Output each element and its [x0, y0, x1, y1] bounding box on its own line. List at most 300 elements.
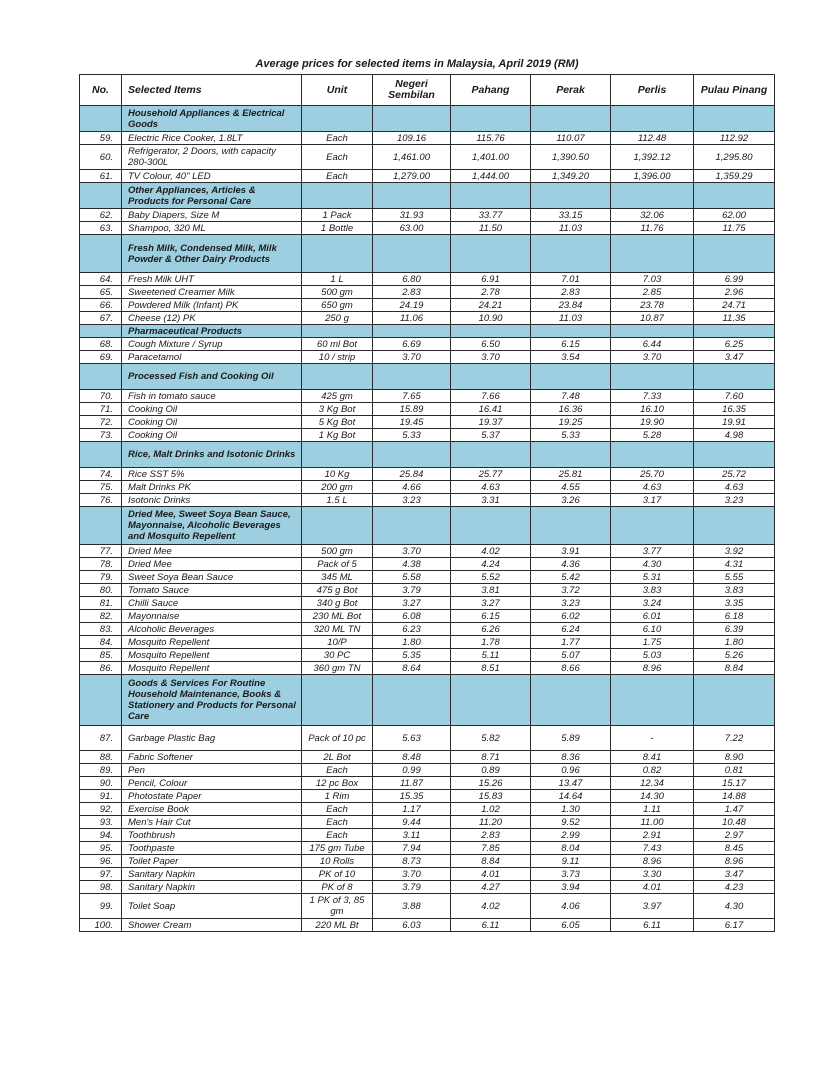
- category-row: [80, 325, 775, 338]
- table-row: [80, 403, 775, 416]
- row-no: 91.: [80, 790, 122, 803]
- category-price-cell: [451, 325, 531, 338]
- row-no: 79.: [80, 571, 122, 584]
- category-label: Pharmaceutical Products: [122, 325, 302, 338]
- row-no: 100.: [80, 919, 122, 932]
- row-no: 63.: [80, 222, 122, 235]
- price-perlis: 12.34: [611, 777, 694, 790]
- category-price-cell: [611, 364, 694, 390]
- price-negeri-sembilan: 7.65: [373, 390, 451, 403]
- row-item: Sanitary Napkin: [122, 868, 302, 881]
- price-perak: 2.99: [531, 829, 611, 842]
- price-pahang: 1.78: [451, 636, 531, 649]
- row-unit: 475 g Bot: [302, 584, 373, 597]
- price-perak: 9.11: [531, 855, 611, 868]
- row-no: 84.: [80, 636, 122, 649]
- row-unit: 1 L: [302, 273, 373, 286]
- price-pahang: 15.83: [451, 790, 531, 803]
- price-perak: 33.15: [531, 209, 611, 222]
- row-no: 81.: [80, 597, 122, 610]
- category-price-cell: [451, 235, 531, 273]
- category-row: [80, 507, 775, 545]
- category-price-cell: [611, 235, 694, 273]
- price-negeri-sembilan: 5.58: [373, 571, 451, 584]
- price-perlis: 8.41: [611, 751, 694, 764]
- row-unit: Each: [302, 145, 373, 170]
- price-perak: 6.15: [531, 338, 611, 351]
- header-perlis: Perlis: [611, 75, 694, 106]
- row-unit: 220 ML Bt: [302, 919, 373, 932]
- price-perak: 3.91: [531, 545, 611, 558]
- price-negeri-sembilan: 1.17: [373, 803, 451, 816]
- price-pahang: 2.83: [451, 829, 531, 842]
- category-no-cell: [80, 442, 122, 468]
- category-price-cell: [694, 235, 775, 273]
- category-price-cell: [694, 364, 775, 390]
- price-negeri-sembilan: 6.80: [373, 273, 451, 286]
- price-negeri-sembilan: 19.45: [373, 416, 451, 429]
- category-no-cell: [80, 183, 122, 209]
- row-no: 70.: [80, 390, 122, 403]
- row-no: 68.: [80, 338, 122, 351]
- row-item: Sanitary Napkin: [122, 881, 302, 894]
- price-perak: 1,349.20: [531, 170, 611, 183]
- row-unit: 5 Kg Bot: [302, 416, 373, 429]
- table-row: [80, 429, 775, 442]
- row-unit: PK of 10: [302, 868, 373, 881]
- price-negeri-sembilan: 4.66: [373, 481, 451, 494]
- category-price-cell: [451, 675, 531, 726]
- row-item: Toothpaste: [122, 842, 302, 855]
- price-perlis: 14.30: [611, 790, 694, 803]
- table-row: [80, 881, 775, 894]
- price-negeri-sembilan: 15.89: [373, 403, 451, 416]
- row-no: 67.: [80, 312, 122, 325]
- category-price-cell: [451, 507, 531, 545]
- price-perak: 3.73: [531, 868, 611, 881]
- price-negeri-sembilan: 3.70: [373, 545, 451, 558]
- price-perak: 5.07: [531, 649, 611, 662]
- table-row: [80, 338, 775, 351]
- price-perlis: 32.06: [611, 209, 694, 222]
- row-item: Shower Cream: [122, 919, 302, 932]
- category-price-cell: [373, 106, 451, 132]
- price-perak: 1.30: [531, 803, 611, 816]
- category-no-cell: [80, 364, 122, 390]
- price-pahang: 16.41: [451, 403, 531, 416]
- price-negeri-sembilan: 5.35: [373, 649, 451, 662]
- price-negeri-sembilan: 4.38: [373, 558, 451, 571]
- category-unit-cell: [302, 442, 373, 468]
- row-no: 97.: [80, 868, 122, 881]
- price-pulau-pinang: 16.35: [694, 403, 775, 416]
- category-row: [80, 235, 775, 273]
- price-perak: 3.72: [531, 584, 611, 597]
- price-pulau-pinang: 24.71: [694, 299, 775, 312]
- row-unit: 230 ML Bot: [302, 610, 373, 623]
- category-price-cell: [694, 183, 775, 209]
- price-pahang: 3.70: [451, 351, 531, 364]
- price-negeri-sembilan: 1.80: [373, 636, 451, 649]
- price-perak: 3.26: [531, 494, 611, 507]
- row-item: Pen: [122, 764, 302, 777]
- category-price-cell: [373, 507, 451, 545]
- category-unit-cell: [302, 106, 373, 132]
- row-item: Toilet Soap: [122, 894, 302, 919]
- price-negeri-sembilan: 11.06: [373, 312, 451, 325]
- row-no: 61.: [80, 170, 122, 183]
- price-perak: 8.66: [531, 662, 611, 675]
- row-unit: Each: [302, 816, 373, 829]
- price-negeri-sembilan: 6.08: [373, 610, 451, 623]
- row-unit: 320 ML TN: [302, 623, 373, 636]
- price-pulau-pinang: 2.96: [694, 286, 775, 299]
- row-no: 85.: [80, 649, 122, 662]
- price-negeri-sembilan: 15.35: [373, 790, 451, 803]
- row-no: 74.: [80, 468, 122, 481]
- price-pulau-pinang: 8.45: [694, 842, 775, 855]
- table-row: [80, 649, 775, 662]
- price-negeri-sembilan: 2.83: [373, 286, 451, 299]
- price-negeri-sembilan: 1,279.00: [373, 170, 451, 183]
- row-item: Toothbrush: [122, 829, 302, 842]
- row-item: Sweet Soya Bean Sauce: [122, 571, 302, 584]
- price-negeri-sembilan: 6.23: [373, 623, 451, 636]
- price-pahang: 33.77: [451, 209, 531, 222]
- price-perlis: 6.01: [611, 610, 694, 623]
- row-no: 65.: [80, 286, 122, 299]
- table-row: [80, 416, 775, 429]
- price-table: [79, 74, 775, 932]
- price-pulau-pinang: 8.96: [694, 855, 775, 868]
- table-row: [80, 610, 775, 623]
- price-pahang: 4.27: [451, 881, 531, 894]
- table-row: [80, 597, 775, 610]
- category-price-cell: [531, 325, 611, 338]
- category-price-cell: [694, 675, 775, 726]
- category-unit-cell: [302, 364, 373, 390]
- price-negeri-sembilan: 31.93: [373, 209, 451, 222]
- row-unit: 500 gm: [302, 545, 373, 558]
- price-perak: 1.77: [531, 636, 611, 649]
- price-perak: 3.54: [531, 351, 611, 364]
- price-perlis: 3.70: [611, 351, 694, 364]
- row-unit: 10 Rolls: [302, 855, 373, 868]
- category-price-cell: [611, 106, 694, 132]
- row-unit: PK of 8: [302, 881, 373, 894]
- row-item: Cooking Oil: [122, 403, 302, 416]
- price-negeri-sembilan: 109.16: [373, 132, 451, 145]
- row-no: 77.: [80, 545, 122, 558]
- table-row: [80, 751, 775, 764]
- price-perlis: 112.48: [611, 132, 694, 145]
- price-perak: 25.81: [531, 468, 611, 481]
- price-perlis: 5.31: [611, 571, 694, 584]
- price-perak: 4.06: [531, 894, 611, 919]
- row-no: 95.: [80, 842, 122, 855]
- row-unit: 1 Kg Bot: [302, 429, 373, 442]
- price-perlis: 1.75: [611, 636, 694, 649]
- price-perlis: 3.77: [611, 545, 694, 558]
- row-unit: Each: [302, 829, 373, 842]
- price-perlis: 11.00: [611, 816, 694, 829]
- price-pulau-pinang: 1,359.29: [694, 170, 775, 183]
- price-pulau-pinang: 4.23: [694, 881, 775, 894]
- price-perlis: 19.90: [611, 416, 694, 429]
- price-negeri-sembilan: 24.19: [373, 299, 451, 312]
- price-negeri-sembilan: 3.88: [373, 894, 451, 919]
- category-no-cell: [80, 507, 122, 545]
- row-item: Powdered Milk (Infant) PK: [122, 299, 302, 312]
- price-perlis: 2.91: [611, 829, 694, 842]
- price-negeri-sembilan: 6.03: [373, 919, 451, 932]
- row-unit: Each: [302, 132, 373, 145]
- row-item: Dried Mee: [122, 558, 302, 571]
- header-pulau-pinang: Pulau Pinang: [694, 75, 775, 106]
- price-perak: 1,390.50: [531, 145, 611, 170]
- price-pahang: 3.27: [451, 597, 531, 610]
- price-negeri-sembilan: 0.99: [373, 764, 451, 777]
- row-unit: 10 / strip: [302, 351, 373, 364]
- price-perak: 2.83: [531, 286, 611, 299]
- row-no: 96.: [80, 855, 122, 868]
- price-pulau-pinang: 4.31: [694, 558, 775, 571]
- row-item: Paracetamol: [122, 351, 302, 364]
- table-row: [80, 623, 775, 636]
- row-item: Mosquito Repellent: [122, 662, 302, 675]
- price-pulau-pinang: 6.25: [694, 338, 775, 351]
- price-perlis: 8.96: [611, 662, 694, 675]
- price-negeri-sembilan: 1,461.00: [373, 145, 451, 170]
- category-price-cell: [531, 675, 611, 726]
- price-pahang: 4.02: [451, 894, 531, 919]
- price-pulau-pinang: 5.26: [694, 649, 775, 662]
- category-price-cell: [694, 106, 775, 132]
- row-item: Alcoholic Beverages: [122, 623, 302, 636]
- price-perlis: 1.11: [611, 803, 694, 816]
- row-no: 64.: [80, 273, 122, 286]
- price-perlis: 0.82: [611, 764, 694, 777]
- category-price-cell: [531, 442, 611, 468]
- price-negeri-sembilan: 5.63: [373, 726, 451, 751]
- price-perak: 5.33: [531, 429, 611, 442]
- category-price-cell: [373, 235, 451, 273]
- category-price-cell: [694, 507, 775, 545]
- price-pahang: 1,401.00: [451, 145, 531, 170]
- table-row: [80, 468, 775, 481]
- price-pulau-pinang: 3.47: [694, 868, 775, 881]
- row-item: Garbage Plastic Bag: [122, 726, 302, 751]
- category-price-cell: [373, 364, 451, 390]
- price-perlis: 3.97: [611, 894, 694, 919]
- price-perlis: 6.11: [611, 919, 694, 932]
- price-perak: 19.25: [531, 416, 611, 429]
- price-pulau-pinang: 1.47: [694, 803, 775, 816]
- category-row: [80, 675, 775, 726]
- price-pahang: 5.11: [451, 649, 531, 662]
- row-unit: 1 Bottle: [302, 222, 373, 235]
- row-unit: 60 ml Bot: [302, 338, 373, 351]
- price-pahang: 15.26: [451, 777, 531, 790]
- price-pahang: 5.82: [451, 726, 531, 751]
- price-perlis: 3.83: [611, 584, 694, 597]
- category-price-cell: [451, 364, 531, 390]
- row-item: Mosquito Repellent: [122, 636, 302, 649]
- price-perlis: 7.33: [611, 390, 694, 403]
- category-label: Rice, Malt Drinks and Isotonic Drinks: [122, 442, 302, 468]
- row-no: 60.: [80, 145, 122, 170]
- price-perak: 3.94: [531, 881, 611, 894]
- price-perak: 3.23: [531, 597, 611, 610]
- price-pulau-pinang: 3.83: [694, 584, 775, 597]
- price-pahang: 5.37: [451, 429, 531, 442]
- price-perlis: 4.01: [611, 881, 694, 894]
- price-pulau-pinang: 2.97: [694, 829, 775, 842]
- price-pahang: 25.77: [451, 468, 531, 481]
- table-row: [80, 494, 775, 507]
- price-pahang: 4.01: [451, 868, 531, 881]
- price-perak: 7.48: [531, 390, 611, 403]
- header-perak: Perak: [531, 75, 611, 106]
- price-pahang: 7.85: [451, 842, 531, 855]
- row-no: 86.: [80, 662, 122, 675]
- category-label: Other Appliances, Articles & Products for Personal Care: [122, 183, 302, 209]
- row-item: Cooking Oil: [122, 429, 302, 442]
- price-perlis: 4.63: [611, 481, 694, 494]
- category-unit-cell: [302, 235, 373, 273]
- category-price-cell: [611, 507, 694, 545]
- row-unit: 10 Kg: [302, 468, 373, 481]
- price-negeri-sembilan: 8.73: [373, 855, 451, 868]
- price-perak: 14.64: [531, 790, 611, 803]
- page-title: Average prices for selected items in Malaysia, April 2019 (RM): [255, 58, 579, 70]
- row-no: 87.: [80, 726, 122, 751]
- row-item: Men's Hair Cut: [122, 816, 302, 829]
- price-negeri-sembilan: 5.33: [373, 429, 451, 442]
- price-perak: 11.03: [531, 312, 611, 325]
- price-perlis: 2.85: [611, 286, 694, 299]
- category-price-cell: [531, 183, 611, 209]
- price-perlis: 3.17: [611, 494, 694, 507]
- price-perak: 0.96: [531, 764, 611, 777]
- price-perlis: 3.30: [611, 868, 694, 881]
- price-pulau-pinang: 14.88: [694, 790, 775, 803]
- price-pulau-pinang: 6.18: [694, 610, 775, 623]
- price-pahang: 7.66: [451, 390, 531, 403]
- category-label: Household Appliances & Electrical Goods: [122, 106, 302, 132]
- price-perak: 5.89: [531, 726, 611, 751]
- row-item: Dried Mee: [122, 545, 302, 558]
- price-pahang: 6.26: [451, 623, 531, 636]
- table-row: [80, 662, 775, 675]
- category-price-cell: [611, 442, 694, 468]
- category-price-cell: [694, 442, 775, 468]
- price-negeri-sembilan: 3.27: [373, 597, 451, 610]
- price-perlis: 7.43: [611, 842, 694, 855]
- price-pahang: 2.78: [451, 286, 531, 299]
- category-label: Goods & Services For Routine Household Maintenance, Books & Stationery and Products for Personal Care: [122, 675, 302, 726]
- price-pulau-pinang: 5.55: [694, 571, 775, 584]
- table-row: [80, 842, 775, 855]
- row-item: Sweetened Creamer Milk: [122, 286, 302, 299]
- price-perlis: 6.44: [611, 338, 694, 351]
- header-negeri-sembilan: Negeri Sembilan: [373, 75, 451, 106]
- price-negeri-sembilan: 11.87: [373, 777, 451, 790]
- row-item: Fish in tomato sauce: [122, 390, 302, 403]
- category-label: Dried Mee, Sweet Soya Bean Sauce, Mayonnaise, Alcoholic Beverages and Mosquito Repellent: [122, 507, 302, 545]
- category-price-cell: [611, 675, 694, 726]
- table-row: [80, 312, 775, 325]
- price-perak: 13.47: [531, 777, 611, 790]
- price-perak: 6.02: [531, 610, 611, 623]
- row-no: 94.: [80, 829, 122, 842]
- row-unit: Each: [302, 170, 373, 183]
- row-unit: 345 ML: [302, 571, 373, 584]
- row-item: Toilet Paper: [122, 855, 302, 868]
- table-row: [80, 803, 775, 816]
- row-no: 83.: [80, 623, 122, 636]
- price-pahang: 24.21: [451, 299, 531, 312]
- price-pulau-pinang: 4.30: [694, 894, 775, 919]
- row-unit: 12 pc Box: [302, 777, 373, 790]
- row-no: 59.: [80, 132, 122, 145]
- table-row: [80, 816, 775, 829]
- row-no: 88.: [80, 751, 122, 764]
- row-item: Fabric Softener: [122, 751, 302, 764]
- price-pahang: 6.11: [451, 919, 531, 932]
- price-pulau-pinang: 6.17: [694, 919, 775, 932]
- table-row: [80, 855, 775, 868]
- price-pulau-pinang: 3.47: [694, 351, 775, 364]
- price-perlis: 8.96: [611, 855, 694, 868]
- row-item: Cooking Oil: [122, 416, 302, 429]
- row-no: 80.: [80, 584, 122, 597]
- category-unit-cell: [302, 507, 373, 545]
- price-perak: 4.36: [531, 558, 611, 571]
- table-row: [80, 170, 775, 183]
- row-unit: 10/P: [302, 636, 373, 649]
- row-unit: 1 Rim: [302, 790, 373, 803]
- row-item: TV Colour, 40" LED: [122, 170, 302, 183]
- price-pulau-pinang: 19.91: [694, 416, 775, 429]
- price-pahang: 8.51: [451, 662, 531, 675]
- row-no: 62.: [80, 209, 122, 222]
- table-row: [80, 145, 775, 170]
- row-no: 92.: [80, 803, 122, 816]
- price-perak: 8.04: [531, 842, 611, 855]
- category-price-cell: [531, 507, 611, 545]
- table-row: [80, 764, 775, 777]
- price-perak: 7.01: [531, 273, 611, 286]
- header-selected-items: Selected Items: [122, 75, 302, 106]
- price-pahang: 5.52: [451, 571, 531, 584]
- row-item: Chilli Sauce: [122, 597, 302, 610]
- price-pulau-pinang: 8.90: [694, 751, 775, 764]
- price-perlis: 5.03: [611, 649, 694, 662]
- price-pahang: 19.37: [451, 416, 531, 429]
- header-no: No.: [80, 75, 122, 106]
- price-pulau-pinang: 11.75: [694, 222, 775, 235]
- price-perlis: 4.30: [611, 558, 694, 571]
- row-item: Tomato Sauce: [122, 584, 302, 597]
- table-row: [80, 545, 775, 558]
- row-unit: 1 PK of 3, 85 gm: [302, 894, 373, 919]
- row-no: 73.: [80, 429, 122, 442]
- price-perak: 9.52: [531, 816, 611, 829]
- price-pulau-pinang: 4.98: [694, 429, 775, 442]
- price-pulau-pinang: 1.80: [694, 636, 775, 649]
- row-item: Fresh Milk UHT: [122, 273, 302, 286]
